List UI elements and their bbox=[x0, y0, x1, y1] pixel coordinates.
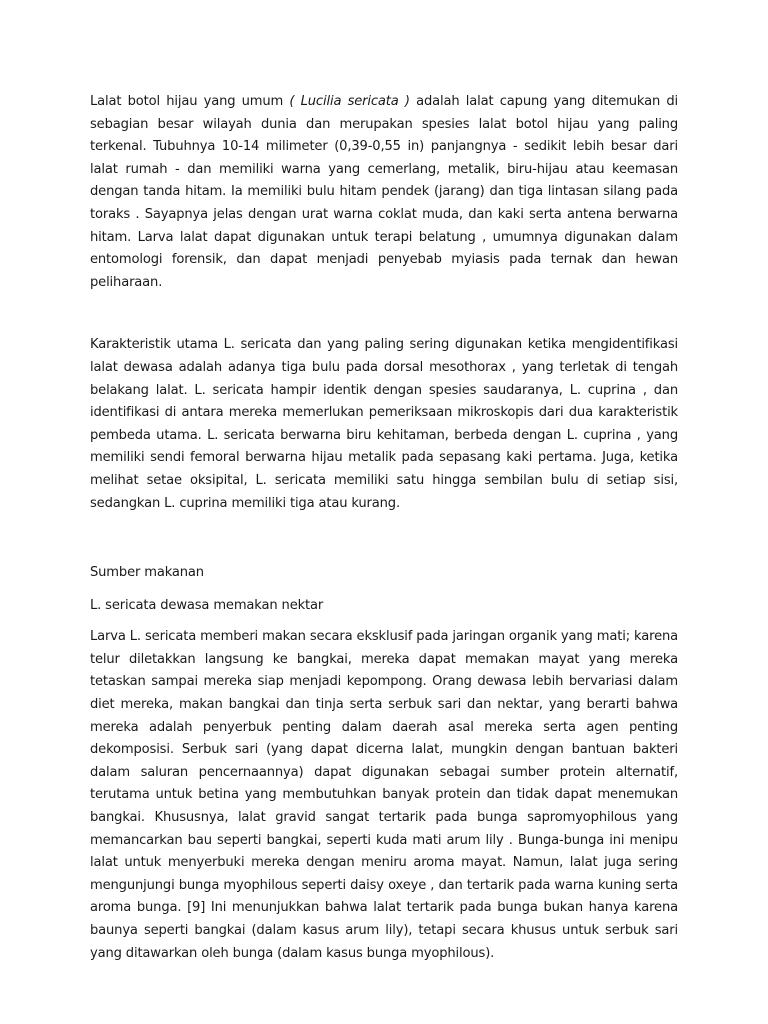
spacer bbox=[90, 617, 678, 626]
paragraph-intro-body: adalah lalat capung yang ditemukan di sebagian besar wilayah dunia dan merupakan spesies lalat botol hijau yang paling terkenal. Tubuhnya 10-14 milimeter (0,39-0,55 in) panjangnya - sedikit lebih besar dari lalat rumah - dan memiliki warna yang cemerlang, metalik, biru-hijau atau keemasan dengan tanda hitam. Ia memiliki bulu hitam pendek (jarang) dan tiga lintasan silang pada toraks . Sayapnya jelas dengan urat warna coklat muda, dan kaki serta antena berwarna hitam. Larva lalat dapat digunakan untuk terapi belatung , umumnya digunakan dalam entomologi forensik, dan dapat menjadi penyebab myiasis pada ternak dan hewan peliharaan. bbox=[90, 94, 678, 290]
paragraph-intro bbox=[90, 91, 678, 294]
document-page bbox=[90, 91, 678, 965]
paragraph-food-source: Larva L. sericata memberi makan secara eksklusif pada jaringan organik yang mati; karena telur diletakkan langsung ke bangkai, mereka dapat memakan mayat yang mereka tetaskan sampai mereka siap menjadi kepompong. Orang dewasa lebih bervariasi dalam diet mereka, makan bangkai dan tinja serta serbuk sari dan nektar, yang berarti bahwa mereka adalah penyerbuk penting dalam daerah asal mereka serta agen penting dekomposisi. Serbuk sari (yang dapat dicerna lalat, mungkin dengan bantuan bakteri dalam saluran pencernaannya) dapat digunakan sebagai sumber protein alternatif, terutama untuk betina yang membutuhkan banyak protein dan tidak dapat menemukan bangkai. Khususnya, lalat gravid sangat tertarik pada bunga sapromyophilous yang memancarkan bau seperti bangkai, seperti kuda mati arum lily . Bunga-bunga ini menipu lalat untuk menyerbuki mereka dengan meniru aroma mayat. Namun, lalat juga sering mengunjungi bunga myophilous seperti daisy oxeye , dan tertarik pada warna kuning serta aroma bunga. [9] Ini menunjukkan bahwa lalat tertarik pada bunga bukan hanya karena baunya seperti bangkai (dalam kasus arum lily), tetapi secara khusus untuk serbuk sari yang ditawarkan oleh bunga (dalam kasus bunga myophilous). bbox=[90, 629, 678, 961]
spacer bbox=[90, 294, 678, 334]
section-subheading: L. sericata dewasa memakan nektar bbox=[90, 597, 324, 613]
paragraph-intro-lead: Lalat botol hijau yang umum bbox=[90, 94, 290, 109]
section-heading: Sumber makanan bbox=[90, 565, 204, 581]
spacer bbox=[90, 515, 678, 562]
spacer bbox=[90, 585, 678, 595]
species-name: ( Lucilia sericata ) bbox=[289, 94, 410, 109]
paragraph-characteristics: Karakteristik utama L. sericata dan yang paling sering digunakan ketika mengidentifikasi lalat dewasa adalah adanya tiga bulu pada dorsal mesothorax , yang terletak di tengah belakang lalat. L. sericata hampir identik dengan spesies saudaranya, L. cuprina , dan identifikasi di antara mereka memerlukan pemeriksaan mikroskopis dari dua karakteristik pembeda utama. L. sericata berwarna biru kehitaman, berbeda dengan L. cuprina , yang memiliki sendi femoral berwarna hijau metalik pada sepasang kaki pertama. Juga, ketika melihat setae oksipital, L. sericata memiliki satu hingga sembilan bulu di setiap sisi, sedangkan L. cuprina memiliki tiga atau kurang. bbox=[90, 337, 678, 511]
